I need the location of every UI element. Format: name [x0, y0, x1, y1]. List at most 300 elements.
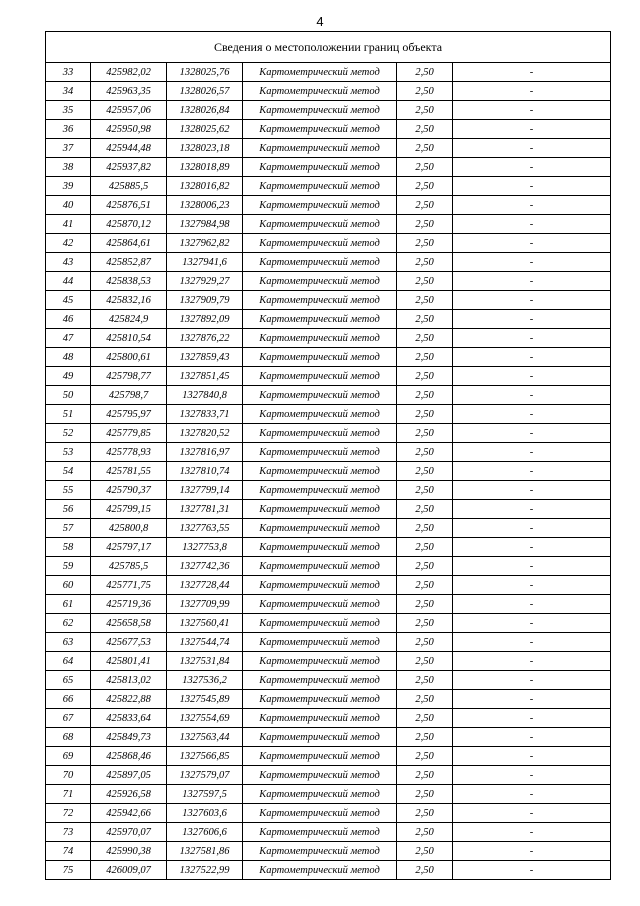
accuracy-cell: 2,50 [397, 291, 453, 310]
point-number-cell: 75 [46, 861, 91, 880]
point-number-cell: 60 [46, 576, 91, 595]
table-row [46, 82, 611, 101]
accuracy-cell: 2,50 [397, 158, 453, 177]
method-cell: Картометрический метод [243, 842, 397, 861]
accuracy-cell: 2,50 [397, 348, 453, 367]
point-number-cell: 69 [46, 747, 91, 766]
accuracy-cell: 2,50 [397, 215, 453, 234]
method-cell: Картометрический метод [243, 310, 397, 329]
accuracy-cell: 2,50 [397, 538, 453, 557]
description-cell: - [453, 101, 611, 120]
accuracy-cell: 2,50 [397, 310, 453, 329]
y-coordinate-cell: 1327820,52 [167, 424, 243, 443]
table-row [46, 633, 611, 652]
point-number-cell: 55 [46, 481, 91, 500]
method-cell: Картометрический метод [243, 272, 397, 291]
x-coordinate-cell: 425832,16 [91, 291, 167, 310]
method-cell: Картометрический метод [243, 652, 397, 671]
point-number-cell: 62 [46, 614, 91, 633]
x-coordinate-cell: 425798,7 [91, 386, 167, 405]
table-row [46, 63, 611, 82]
accuracy-cell: 2,50 [397, 329, 453, 348]
table-row [46, 367, 611, 386]
y-coordinate-cell: 1327840,8 [167, 386, 243, 405]
y-coordinate-cell: 1327531,84 [167, 652, 243, 671]
method-cell: Картометрический метод [243, 538, 397, 557]
accuracy-cell: 2,50 [397, 709, 453, 728]
point-number-cell: 53 [46, 443, 91, 462]
method-cell: Картометрический метод [243, 481, 397, 500]
method-cell: Картометрический метод [243, 348, 397, 367]
description-cell: - [453, 804, 611, 823]
boundary-coordinates-table [45, 31, 611, 880]
x-coordinate-cell: 425963,35 [91, 82, 167, 101]
table-row [46, 101, 611, 120]
table-row [46, 177, 611, 196]
x-coordinate-cell: 425781,55 [91, 462, 167, 481]
table-row [46, 386, 611, 405]
y-coordinate-cell: 1328026,84 [167, 101, 243, 120]
y-coordinate-cell: 1327929,27 [167, 272, 243, 291]
description-cell: - [453, 158, 611, 177]
accuracy-cell: 2,50 [397, 443, 453, 462]
y-coordinate-cell: 1327709,99 [167, 595, 243, 614]
accuracy-cell: 2,50 [397, 253, 453, 272]
table-row [46, 709, 611, 728]
x-coordinate-cell: 426009,07 [91, 861, 167, 880]
point-number-cell: 37 [46, 139, 91, 158]
y-coordinate-cell: 1327742,36 [167, 557, 243, 576]
point-number-cell: 57 [46, 519, 91, 538]
y-coordinate-cell: 1327522,99 [167, 861, 243, 880]
point-number-cell: 73 [46, 823, 91, 842]
table-row [46, 500, 611, 519]
x-coordinate-cell: 425810,54 [91, 329, 167, 348]
x-coordinate-cell: 425658,58 [91, 614, 167, 633]
method-cell: Картометрический метод [243, 82, 397, 101]
description-cell: - [453, 690, 611, 709]
accuracy-cell: 2,50 [397, 861, 453, 880]
accuracy-cell: 2,50 [397, 614, 453, 633]
point-number-cell: 34 [46, 82, 91, 101]
point-number-cell: 58 [46, 538, 91, 557]
description-cell: - [453, 728, 611, 747]
description-cell: - [453, 63, 611, 82]
x-coordinate-cell: 425771,75 [91, 576, 167, 595]
method-cell: Картометрический метод [243, 557, 397, 576]
table-header-row [46, 32, 611, 63]
accuracy-cell: 2,50 [397, 842, 453, 861]
y-coordinate-cell: 1327563,44 [167, 728, 243, 747]
accuracy-cell: 2,50 [397, 500, 453, 519]
x-coordinate-cell: 425798,77 [91, 367, 167, 386]
table-row [46, 728, 611, 747]
description-cell: - [453, 348, 611, 367]
page-number: 4 [316, 14, 324, 29]
y-coordinate-cell: 1327909,79 [167, 291, 243, 310]
y-coordinate-cell: 1327984,98 [167, 215, 243, 234]
point-number-cell: 51 [46, 405, 91, 424]
table-title: Сведения о местоположении границ объекта [46, 32, 611, 63]
point-number-cell: 40 [46, 196, 91, 215]
accuracy-cell: 2,50 [397, 557, 453, 576]
description-cell: - [453, 861, 611, 880]
y-coordinate-cell: 1327581,86 [167, 842, 243, 861]
accuracy-cell: 2,50 [397, 576, 453, 595]
method-cell: Картометрический метод [243, 253, 397, 272]
description-cell: - [453, 519, 611, 538]
point-number-cell: 35 [46, 101, 91, 120]
accuracy-cell: 2,50 [397, 690, 453, 709]
method-cell: Картометрический метод [243, 785, 397, 804]
table-row [46, 671, 611, 690]
description-cell: - [453, 82, 611, 101]
description-cell: - [453, 481, 611, 500]
method-cell: Картометрический метод [243, 177, 397, 196]
table-row [46, 329, 611, 348]
description-cell: - [453, 842, 611, 861]
x-coordinate-cell: 425982,02 [91, 63, 167, 82]
point-number-cell: 65 [46, 671, 91, 690]
table-row [46, 538, 611, 557]
table-row [46, 766, 611, 785]
x-coordinate-cell: 425990,38 [91, 842, 167, 861]
x-coordinate-cell: 425800,8 [91, 519, 167, 538]
description-cell: - [453, 386, 611, 405]
method-cell: Картометрический метод [243, 120, 397, 139]
y-coordinate-cell: 1327941,6 [167, 253, 243, 272]
x-coordinate-cell: 425801,41 [91, 652, 167, 671]
method-cell: Картометрический метод [243, 329, 397, 348]
method-cell: Картометрический метод [243, 462, 397, 481]
x-coordinate-cell: 425937,82 [91, 158, 167, 177]
y-coordinate-cell: 1327781,31 [167, 500, 243, 519]
x-coordinate-cell: 425897,05 [91, 766, 167, 785]
x-coordinate-cell: 425944,48 [91, 139, 167, 158]
accuracy-cell: 2,50 [397, 595, 453, 614]
description-cell: - [453, 367, 611, 386]
x-coordinate-cell: 425813,02 [91, 671, 167, 690]
table-row [46, 405, 611, 424]
y-coordinate-cell: 1327962,82 [167, 234, 243, 253]
x-coordinate-cell: 425852,87 [91, 253, 167, 272]
accuracy-cell: 2,50 [397, 747, 453, 766]
accuracy-cell: 2,50 [397, 386, 453, 405]
method-cell: Картометрический метод [243, 196, 397, 215]
point-number-cell: 38 [46, 158, 91, 177]
x-coordinate-cell: 425795,97 [91, 405, 167, 424]
table-row [46, 595, 611, 614]
table-row [46, 785, 611, 804]
y-coordinate-cell: 1327810,74 [167, 462, 243, 481]
y-coordinate-cell: 1328006,23 [167, 196, 243, 215]
y-coordinate-cell: 1328025,76 [167, 63, 243, 82]
method-cell: Картометрический метод [243, 595, 397, 614]
method-cell: Картометрический метод [243, 804, 397, 823]
accuracy-cell: 2,50 [397, 101, 453, 120]
accuracy-cell: 2,50 [397, 82, 453, 101]
point-number-cell: 36 [46, 120, 91, 139]
point-number-cell: 54 [46, 462, 91, 481]
method-cell: Картометрический метод [243, 861, 397, 880]
table-row [46, 652, 611, 671]
description-cell: - [453, 766, 611, 785]
method-cell: Картометрический метод [243, 158, 397, 177]
table-row [46, 462, 611, 481]
x-coordinate-cell: 425970,07 [91, 823, 167, 842]
accuracy-cell: 2,50 [397, 804, 453, 823]
table-row [46, 139, 611, 158]
table-row [46, 614, 611, 633]
y-coordinate-cell: 1327833,71 [167, 405, 243, 424]
point-number-cell: 61 [46, 595, 91, 614]
description-cell: - [453, 291, 611, 310]
method-cell: Картометрический метод [243, 823, 397, 842]
method-cell: Картометрический метод [243, 215, 397, 234]
y-coordinate-cell: 1327816,97 [167, 443, 243, 462]
description-cell: - [453, 139, 611, 158]
description-cell: - [453, 234, 611, 253]
point-number-cell: 66 [46, 690, 91, 709]
description-cell: - [453, 823, 611, 842]
x-coordinate-cell: 425779,85 [91, 424, 167, 443]
description-cell: - [453, 462, 611, 481]
table-row [46, 272, 611, 291]
description-cell: - [453, 272, 611, 291]
description-cell: - [453, 329, 611, 348]
point-number-cell: 49 [46, 367, 91, 386]
x-coordinate-cell: 425838,53 [91, 272, 167, 291]
method-cell: Картометрический метод [243, 443, 397, 462]
y-coordinate-cell: 1327799,14 [167, 481, 243, 500]
table-row [46, 253, 611, 272]
point-number-cell: 56 [46, 500, 91, 519]
description-cell: - [453, 215, 611, 234]
accuracy-cell: 2,50 [397, 481, 453, 500]
description-cell: - [453, 747, 611, 766]
y-coordinate-cell: 1327544,74 [167, 633, 243, 652]
table-row [46, 234, 611, 253]
method-cell: Картометрический метод [243, 234, 397, 253]
method-cell: Картометрический метод [243, 519, 397, 538]
description-cell: - [453, 405, 611, 424]
x-coordinate-cell: 425864,61 [91, 234, 167, 253]
accuracy-cell: 2,50 [397, 367, 453, 386]
table-row [46, 120, 611, 139]
accuracy-cell: 2,50 [397, 196, 453, 215]
y-coordinate-cell: 1328018,89 [167, 158, 243, 177]
description-cell: - [453, 633, 611, 652]
x-coordinate-cell: 425957,06 [91, 101, 167, 120]
description-cell: - [453, 120, 611, 139]
table-row [46, 348, 611, 367]
table-row [46, 823, 611, 842]
accuracy-cell: 2,50 [397, 405, 453, 424]
description-cell: - [453, 785, 611, 804]
accuracy-cell: 2,50 [397, 671, 453, 690]
y-coordinate-cell: 1327859,43 [167, 348, 243, 367]
method-cell: Картометрический метод [243, 576, 397, 595]
y-coordinate-cell: 1327554,69 [167, 709, 243, 728]
point-number-cell: 64 [46, 652, 91, 671]
accuracy-cell: 2,50 [397, 785, 453, 804]
description-cell: - [453, 614, 611, 633]
y-coordinate-cell: 1327892,09 [167, 310, 243, 329]
x-coordinate-cell: 425785,5 [91, 557, 167, 576]
point-number-cell: 42 [46, 234, 91, 253]
method-cell: Картометрический метод [243, 747, 397, 766]
y-coordinate-cell: 1327728,44 [167, 576, 243, 595]
method-cell: Картометрический метод [243, 139, 397, 158]
method-cell: Картометрический метод [243, 291, 397, 310]
x-coordinate-cell: 425942,66 [91, 804, 167, 823]
y-coordinate-cell: 1327851,45 [167, 367, 243, 386]
accuracy-cell: 2,50 [397, 766, 453, 785]
point-number-cell: 52 [46, 424, 91, 443]
accuracy-cell: 2,50 [397, 519, 453, 538]
y-coordinate-cell: 1327876,22 [167, 329, 243, 348]
x-coordinate-cell: 425799,15 [91, 500, 167, 519]
description-cell: - [453, 196, 611, 215]
accuracy-cell: 2,50 [397, 139, 453, 158]
x-coordinate-cell: 425822,88 [91, 690, 167, 709]
method-cell: Картометрический метод [243, 690, 397, 709]
table-row [46, 557, 611, 576]
accuracy-cell: 2,50 [397, 728, 453, 747]
y-coordinate-cell: 1327560,41 [167, 614, 243, 633]
table-row [46, 842, 611, 861]
point-number-cell: 44 [46, 272, 91, 291]
accuracy-cell: 2,50 [397, 424, 453, 443]
y-coordinate-cell: 1327763,55 [167, 519, 243, 538]
table-row [46, 310, 611, 329]
description-cell: - [453, 652, 611, 671]
description-cell: - [453, 443, 611, 462]
table-row [46, 424, 611, 443]
accuracy-cell: 2,50 [397, 462, 453, 481]
point-number-cell: 33 [46, 63, 91, 82]
description-cell: - [453, 177, 611, 196]
method-cell: Картометрический метод [243, 633, 397, 652]
point-number-cell: 67 [46, 709, 91, 728]
method-cell: Картометрический метод [243, 709, 397, 728]
method-cell: Картометрический метод [243, 367, 397, 386]
x-coordinate-cell: 425719,36 [91, 595, 167, 614]
x-coordinate-cell: 425677,53 [91, 633, 167, 652]
point-number-cell: 43 [46, 253, 91, 272]
method-cell: Картометрический метод [243, 728, 397, 747]
point-number-cell: 48 [46, 348, 91, 367]
method-cell: Картометрический метод [243, 766, 397, 785]
accuracy-cell: 2,50 [397, 120, 453, 139]
accuracy-cell: 2,50 [397, 234, 453, 253]
description-cell: - [453, 557, 611, 576]
description-cell: - [453, 576, 611, 595]
x-coordinate-cell: 425833,64 [91, 709, 167, 728]
point-number-cell: 68 [46, 728, 91, 747]
y-coordinate-cell: 1327597,5 [167, 785, 243, 804]
method-cell: Картометрический метод [243, 424, 397, 443]
table-row [46, 443, 611, 462]
table-row [46, 481, 611, 500]
point-number-cell: 74 [46, 842, 91, 861]
y-coordinate-cell: 1327606,6 [167, 823, 243, 842]
y-coordinate-cell: 1328023,18 [167, 139, 243, 158]
x-coordinate-cell: 425849,73 [91, 728, 167, 747]
x-coordinate-cell: 425950,98 [91, 120, 167, 139]
accuracy-cell: 2,50 [397, 272, 453, 291]
x-coordinate-cell: 425790,37 [91, 481, 167, 500]
description-cell: - [453, 538, 611, 557]
y-coordinate-cell: 1327536,2 [167, 671, 243, 690]
x-coordinate-cell: 425778,93 [91, 443, 167, 462]
description-cell: - [453, 671, 611, 690]
table-row [46, 215, 611, 234]
point-number-cell: 59 [46, 557, 91, 576]
point-number-cell: 63 [46, 633, 91, 652]
description-cell: - [453, 595, 611, 614]
table-row [46, 804, 611, 823]
y-coordinate-cell: 1328026,57 [167, 82, 243, 101]
y-coordinate-cell: 1327603,6 [167, 804, 243, 823]
point-number-cell: 70 [46, 766, 91, 785]
x-coordinate-cell: 425926,58 [91, 785, 167, 804]
accuracy-cell: 2,50 [397, 63, 453, 82]
point-number-cell: 47 [46, 329, 91, 348]
point-number-cell: 72 [46, 804, 91, 823]
accuracy-cell: 2,50 [397, 177, 453, 196]
y-coordinate-cell: 1328016,82 [167, 177, 243, 196]
point-number-cell: 46 [46, 310, 91, 329]
x-coordinate-cell: 425800,61 [91, 348, 167, 367]
y-coordinate-cell: 1327753,8 [167, 538, 243, 557]
table-row [46, 690, 611, 709]
x-coordinate-cell: 425885,5 [91, 177, 167, 196]
y-coordinate-cell: 1327545,89 [167, 690, 243, 709]
point-number-cell: 50 [46, 386, 91, 405]
table-row [46, 291, 611, 310]
description-cell: - [453, 310, 611, 329]
point-number-cell: 41 [46, 215, 91, 234]
description-cell: - [453, 709, 611, 728]
description-cell: - [453, 253, 611, 272]
table-row [46, 519, 611, 538]
x-coordinate-cell: 425876,51 [91, 196, 167, 215]
point-number-cell: 39 [46, 177, 91, 196]
y-coordinate-cell: 1327566,85 [167, 747, 243, 766]
table-row [46, 196, 611, 215]
method-cell: Картометрический метод [243, 63, 397, 82]
point-number-cell: 45 [46, 291, 91, 310]
x-coordinate-cell: 425868,46 [91, 747, 167, 766]
accuracy-cell: 2,50 [397, 652, 453, 671]
method-cell: Картометрический метод [243, 614, 397, 633]
description-cell: - [453, 500, 611, 519]
table-row [46, 576, 611, 595]
y-coordinate-cell: 1328025,62 [167, 120, 243, 139]
y-coordinate-cell: 1327579,07 [167, 766, 243, 785]
description-cell: - [453, 424, 611, 443]
x-coordinate-cell: 425824,9 [91, 310, 167, 329]
accuracy-cell: 2,50 [397, 633, 453, 652]
method-cell: Картометрический метод [243, 500, 397, 519]
method-cell: Картометрический метод [243, 671, 397, 690]
x-coordinate-cell: 425870,12 [91, 215, 167, 234]
method-cell: Картометрический метод [243, 405, 397, 424]
method-cell: Картометрический метод [243, 386, 397, 405]
point-number-cell: 71 [46, 785, 91, 804]
table-row [46, 747, 611, 766]
